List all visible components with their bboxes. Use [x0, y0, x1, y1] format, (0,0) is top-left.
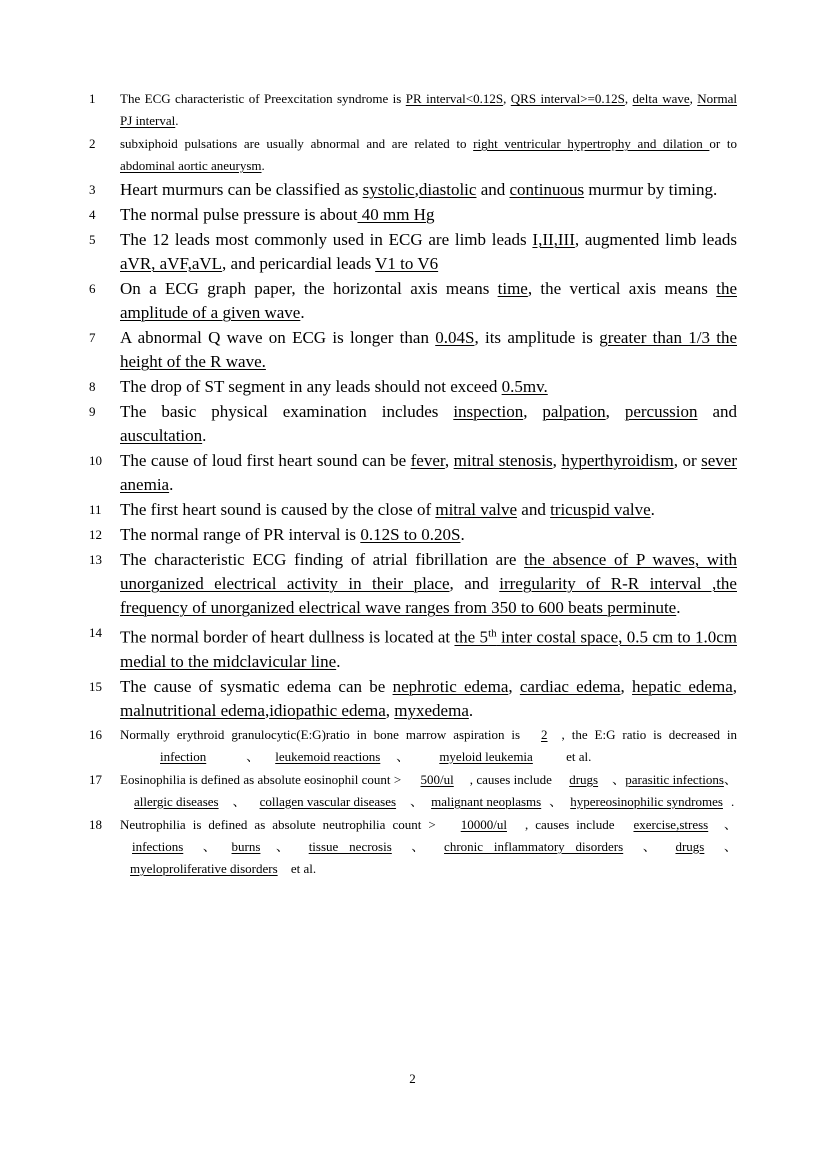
list-item — [89, 228, 737, 276]
answer-blank: infection — [160, 748, 207, 764]
answer-blank: diastolic — [418, 180, 477, 199]
question-text: , — [624, 91, 633, 106]
question-text: 、 — [246, 748, 260, 764]
question-text: . — [300, 303, 305, 322]
item-text — [120, 375, 737, 399]
question-text: , — [264, 700, 270, 720]
list-item — [89, 400, 737, 448]
question-text: , augmented limb leads — [574, 230, 737, 249]
item-number: 2 — [89, 136, 96, 151]
answer-blank: aVR, aVF,aVL — [120, 254, 223, 273]
answer-blank: fever — [410, 451, 445, 470]
list-item — [89, 548, 737, 620]
question-text: 、 — [549, 793, 563, 809]
question-text: Eosinophilia is defined as absolute eosinophil count > — [120, 771, 405, 787]
question-text: 、 — [720, 816, 737, 832]
question-text: 、 — [410, 793, 424, 809]
answer-blank: QRS interval>=0.12S — [510, 91, 625, 106]
answer-blank: inspection — [453, 402, 524, 421]
question-text: and — [476, 180, 510, 199]
answer-blank: abdominal aortic aneurysm — [120, 158, 262, 173]
question-text: The cause of loud first heart sound can be — [120, 451, 411, 470]
item-text — [120, 523, 737, 547]
question-text: murmur by timing. — [584, 180, 718, 199]
answer-blank: myeloproliferative disorders — [130, 860, 278, 876]
item-number: 15 — [89, 678, 102, 694]
list-item — [89, 449, 737, 497]
answer-blank: myxedema — [394, 700, 469, 720]
answer-blank: delta wave — [632, 91, 690, 106]
question-text: , and — [449, 574, 500, 593]
question-text: 、 — [635, 838, 664, 854]
answer-blank: time — [497, 279, 528, 298]
answer-blank: I,II,III — [532, 230, 575, 249]
list-item — [89, 277, 737, 325]
item-number: 3 — [89, 182, 96, 197]
page-number: 2 — [409, 1071, 416, 1086]
list-item — [89, 326, 737, 374]
answer-blank: collagen vascular diseases — [259, 793, 397, 809]
item-text — [120, 621, 737, 674]
answer-blank — [488, 628, 497, 647]
item-text — [120, 178, 737, 202]
question-text: , — [503, 91, 511, 106]
answer-blank: the 5 — [454, 627, 489, 647]
question-text: or to — [709, 136, 737, 151]
question-text: Normally erythroid granulocytic(E:G)ratio in bone marrow aspiration is — [120, 726, 528, 742]
question-text: , — [605, 402, 625, 421]
answer-blank: 0.5mv. — [501, 377, 548, 396]
answer-blank: chronic inflammatory disorders — [444, 838, 624, 854]
answer-blank: burns — [231, 838, 261, 854]
question-text: The basic physical examination includes — [120, 402, 454, 421]
question-text: , causes include — [469, 771, 556, 787]
answer-blank: 500/ul — [420, 771, 454, 787]
question-text: , and pericardial leads — [222, 254, 376, 273]
answer-blank: allergic diseases — [134, 793, 219, 809]
answer-blank: Normal PJ interval — [120, 91, 738, 128]
item-number: 13 — [89, 552, 102, 567]
question-text: , — [414, 180, 419, 199]
answer-blank: hypereosinophilic syndromes — [570, 793, 723, 809]
question-text: . — [460, 525, 465, 544]
question-text: , its amplitude is — [474, 328, 600, 347]
item-text — [120, 228, 737, 276]
question-text: The first heart sound is caused by the close of — [120, 500, 436, 519]
question-text: 、 — [232, 793, 246, 809]
answer-blank: hepatic edema — [632, 676, 733, 696]
answer-blank: inter costal space, 0.5 cm to 1.0cm medial to the midclavicular line — [120, 627, 737, 671]
question-text: . — [175, 113, 179, 128]
question-text: On a ECG graph paper, the horizontal axis means — [120, 279, 498, 298]
answer-blank: drugs — [675, 838, 705, 854]
question-text: . — [468, 700, 474, 720]
question-text: 、 — [716, 838, 737, 854]
question-text: et al. — [562, 748, 592, 764]
question-text: , — [444, 451, 454, 470]
item-number: 4 — [89, 207, 96, 222]
question-text: The drop of ST segment in any leads should not exceed — [120, 377, 502, 396]
answer-blank: drugs — [569, 771, 599, 787]
answer-blank: mitral stenosis — [453, 451, 553, 470]
question-text: , — [620, 676, 633, 696]
question-text: . — [336, 651, 341, 671]
item-number: 16 — [89, 726, 102, 742]
item-text — [120, 326, 737, 374]
item-text — [120, 675, 737, 723]
answer-blank: percussion — [624, 402, 698, 421]
question-text: 、 — [396, 748, 410, 764]
question-text: . — [650, 500, 655, 519]
question-text: , — [689, 91, 698, 106]
item-number: 18 — [89, 816, 102, 832]
question-text: The characteristic ECG finding of atrial fibrillation are — [120, 550, 525, 569]
answer-blank: nephrotic edema — [392, 676, 509, 696]
answer-blank: infections — [132, 838, 184, 854]
list-item — [89, 523, 737, 547]
item-number: 17 — [89, 771, 102, 787]
question-text: The normal range of PR interval is — [120, 525, 361, 544]
answer-blank: right ventricular hypertrophy and dilation — [473, 136, 710, 151]
item-text — [120, 548, 737, 620]
answer-blank: PR interval<0.12S — [405, 91, 504, 106]
answer-blank: 40 mm Hg — [357, 205, 435, 224]
question-text: . — [261, 158, 265, 173]
item-number: 6 — [89, 281, 96, 296]
answer-blank: irregularity of R-R interval ,the frequency of unorganized electrical wave ranges from 350 to 600 beats perminute — [120, 574, 737, 617]
list-item — [89, 133, 737, 177]
answer-blank: idiopathic edema — [269, 700, 386, 720]
question-text: and — [697, 402, 737, 421]
list-item — [89, 724, 737, 768]
answer-blank: 0.12S to 0.20S — [360, 525, 461, 544]
question-text: 、 — [403, 838, 433, 854]
answer-blank: cardiac edema — [519, 676, 621, 696]
list-item — [89, 375, 737, 399]
answer-blank: 10000/ul — [460, 816, 507, 832]
answer-blank: malnutritional edema — [120, 700, 265, 720]
item-text — [120, 133, 737, 177]
question-text: , — [523, 402, 543, 421]
question-text: and — [517, 500, 551, 519]
question-text: The normal border of heart dullness is located at — [120, 627, 455, 647]
question-text: , — [552, 451, 562, 470]
superscript: th — [488, 627, 497, 639]
question-text: , or — [673, 451, 702, 470]
item-text — [120, 724, 737, 768]
question-text: 、 — [612, 771, 626, 787]
list-item — [89, 178, 737, 202]
item-text — [120, 449, 737, 497]
item-number: 7 — [89, 330, 96, 345]
item-text — [120, 88, 737, 132]
answer-blank: mitral valve — [435, 500, 518, 519]
item-number: 5 — [89, 232, 96, 247]
item-number: 14 — [89, 625, 102, 640]
item-text — [120, 400, 737, 448]
answer-blank: leukemoid reactions — [275, 748, 381, 764]
question-text: 、 — [723, 771, 737, 787]
question-text: Neutrophilia is defined as absolute neutrophilia count > — [120, 816, 443, 832]
item-number: 10 — [89, 453, 102, 468]
answer-blank: the absence of P waves, with unorganized electrical activity in their place — [120, 550, 738, 593]
answer-blank: malignant neoplasms — [431, 793, 542, 809]
answer-blank: V1 to V6 — [375, 254, 439, 273]
question-text: A abnormal Q wave on ECG is longer than — [120, 328, 436, 347]
question-text: . — [676, 598, 681, 617]
answer-blank: tricuspid valve — [550, 500, 651, 519]
list-item — [89, 814, 737, 880]
question-text: Heart murmurs can be classified as — [120, 180, 363, 199]
question-text: 、 — [268, 838, 297, 854]
list-item — [89, 203, 737, 227]
question-text: , — [508, 676, 520, 696]
item-number: 1 — [89, 91, 96, 106]
answer-blank: parasitic infections — [625, 771, 724, 787]
answer-blank: sever anemia — [120, 451, 737, 494]
list-item — [89, 498, 737, 522]
question-text: . — [730, 793, 735, 809]
item-text — [120, 277, 737, 325]
question-text: The ECG characteristic of Preexcitation syndrome is — [120, 91, 406, 106]
answer-blank: hyperthyroidism — [561, 451, 674, 470]
item-text — [120, 769, 737, 813]
item-text — [120, 498, 737, 522]
question-answer-list — [89, 88, 737, 880]
answer-blank: continuous — [509, 180, 585, 199]
answer-blank: tissue necrosis — [308, 838, 392, 854]
answer-blank: exercise,stress — [633, 816, 709, 832]
question-text: , — [385, 700, 395, 720]
question-text: The 12 leads most commonly used in ECG are limb leads — [120, 230, 533, 249]
answer-blank: 2 — [541, 726, 548, 742]
question-text: et al. — [287, 860, 317, 876]
question-text: The cause of sysmatic edema can be — [120, 676, 393, 696]
question-text: subxiphoid pulsations are usually abnormal and are related to — [120, 136, 474, 151]
list-item — [89, 621, 737, 674]
answer-blank: 0.04S — [435, 328, 475, 347]
answer-blank: palpation — [542, 402, 606, 421]
list-item — [89, 769, 737, 813]
question-text: 、 — [195, 838, 224, 854]
item-number: 11 — [89, 502, 102, 517]
list-item — [89, 88, 737, 132]
answer-blank: auscultation — [120, 426, 203, 445]
item-number: 9 — [89, 404, 96, 419]
answer-blank: myeloid leukemia — [439, 748, 533, 764]
answer-blank: the amplitude of a given wave — [120, 279, 737, 322]
question-text: . — [169, 475, 174, 494]
list-item — [89, 675, 737, 723]
answer-blank: greater than 1/3 the height of the R wave. — [120, 328, 737, 371]
answer-blank: systolic — [362, 180, 415, 199]
question-text: , — [732, 676, 737, 696]
item-number: 8 — [89, 379, 96, 394]
item-text — [120, 203, 737, 227]
item-number: 12 — [89, 527, 102, 542]
question-text: , the vertical axis means — [527, 279, 717, 298]
question-text: The normal pulse pressure is about — [120, 205, 358, 224]
question-text: , causes include — [524, 816, 622, 832]
item-text — [120, 814, 737, 880]
question-text: . — [202, 426, 207, 445]
question-text: , the E:G ratio is decreased in — [561, 726, 737, 742]
